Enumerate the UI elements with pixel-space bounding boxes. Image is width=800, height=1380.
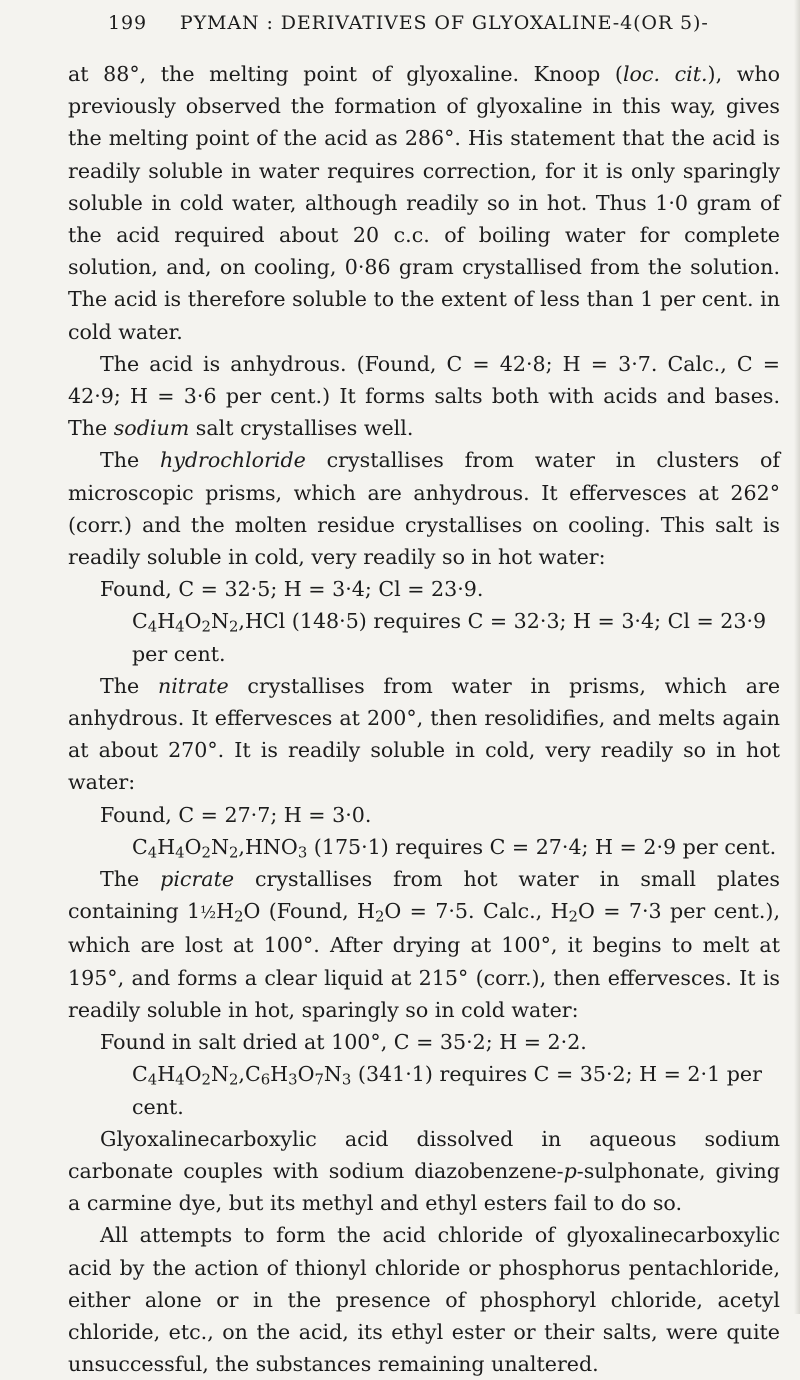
- page-edge-shadow: [794, 0, 800, 1314]
- paragraph-acid-chloride: All attempts to form the acid chloride of glyoxalinecarboxylic acid by the action of thionyl chloride or phosphorus pentachloride, either alone or in the presence of phosphoryl chloride, acetyl chloride, etc., on the acid, its ethyl ester or their salts, were quite unsuccessful, the substances remaining unaltered.: [68, 1223, 780, 1377]
- running-title: PYMAN : DERIVATIVES OF GLYOXALINE-4(OR 5)-: [179, 12, 709, 34]
- analysis-found-nitrate: Found, C = 27·7; H = 3·0.: [100, 802, 372, 827]
- paragraph-melting-point: at 88°, the melting point of glyoxaline. Knoop (loc. cit.), who previously observed the formation of glyoxaline in this way, gives the melting point of the acid as 286°. His statement that the acid is readily soluble in water requires correction, for it is only sparingly soluble in cold water, although readily so in hot. Thus 1·0 gram of the acid required about 20 c.c. of boiling water for complete solution, and, on cooling, 0·86 gram crystallised from the solution. The acid is therefore soluble to the extent of less than 1 per cent. in cold water.: [68, 62, 781, 344]
- paragraph-hydrochloride: The hydrochloride crystallises from water in clusters of microscopic prisms, which are anhydrous. It effervesces at 262° (corr.) and the molten residue crystallises on cooling. This salt is readily soluble in cold, very readily so in hot water:: [68, 448, 780, 570]
- paragraph-anhydrous: The acid is anhydrous. (Found, C = 42·8; H = 3·7. Calc., C = 42·9; H = 3·6 per cent.) It forms salts both with acids and bases. The sodium salt crystallises well.: [68, 351, 780, 441]
- paragraph-picrate: The picrate crystallises from hot water in small plates containing $1\frac{1}{2}H_2O$ (Found, $H_2O = 7\cdot 5$. Calc., $H_2O = 7\cdot 3$ per cent.), which are lost at 100°. After drying at 100°, it begins to melt at 195°, and forms a clear liquid at 215° (corr.), then effervesces. It is readily soluble in hot, sparingly so in cold water:: [68, 867, 781, 1022]
- analysis-found-picrate: Found in salt dried at 100°, C = 35·2; H = 2·2.: [100, 1030, 587, 1055]
- page-number: 199: [108, 12, 147, 34]
- analysis-found-hydrochloride: Found, C = 32·5; H = 3·4; Cl = 23·9.: [100, 577, 484, 602]
- paragraph-coupling: Glyoxalinecarboxylic acid dissolved in aqueous sodium carbonate couples with sodium diazobenzene-p-sulphonate, giving a carmine dye, but its methyl and ethyl esters fail to do so.: [68, 1126, 780, 1216]
- analysis-calc-hydrochloride: $C_4H_4O_2N_2,HCl$ (148·5) requires C = 32·3; H = 3·4; Cl = 23·9 per cent.: [132, 609, 767, 666]
- running-header: [108, 12, 740, 34]
- analysis-calc-picrate: $C_4H_4O_2N_2,C_6H_3O_7N_3$ (341·1) requires C = 35·2; H = 2·1 per cent.: [132, 1062, 762, 1119]
- body-text: [68, 58, 780, 1380]
- paragraph-nitrate: The nitrate crystallises from water in prisms, which are anhydrous. It effervesces at 200°, then resolidifies, and melts again at about 270°. It is readily soluble in cold, very readily so in hot water:: [68, 673, 781, 795]
- analysis-calc-nitrate: $C_4H_4O_2N_2,HNO_3$ (175·1) requires C = 27·4; H = 2·9 per cent.: [132, 834, 777, 862]
